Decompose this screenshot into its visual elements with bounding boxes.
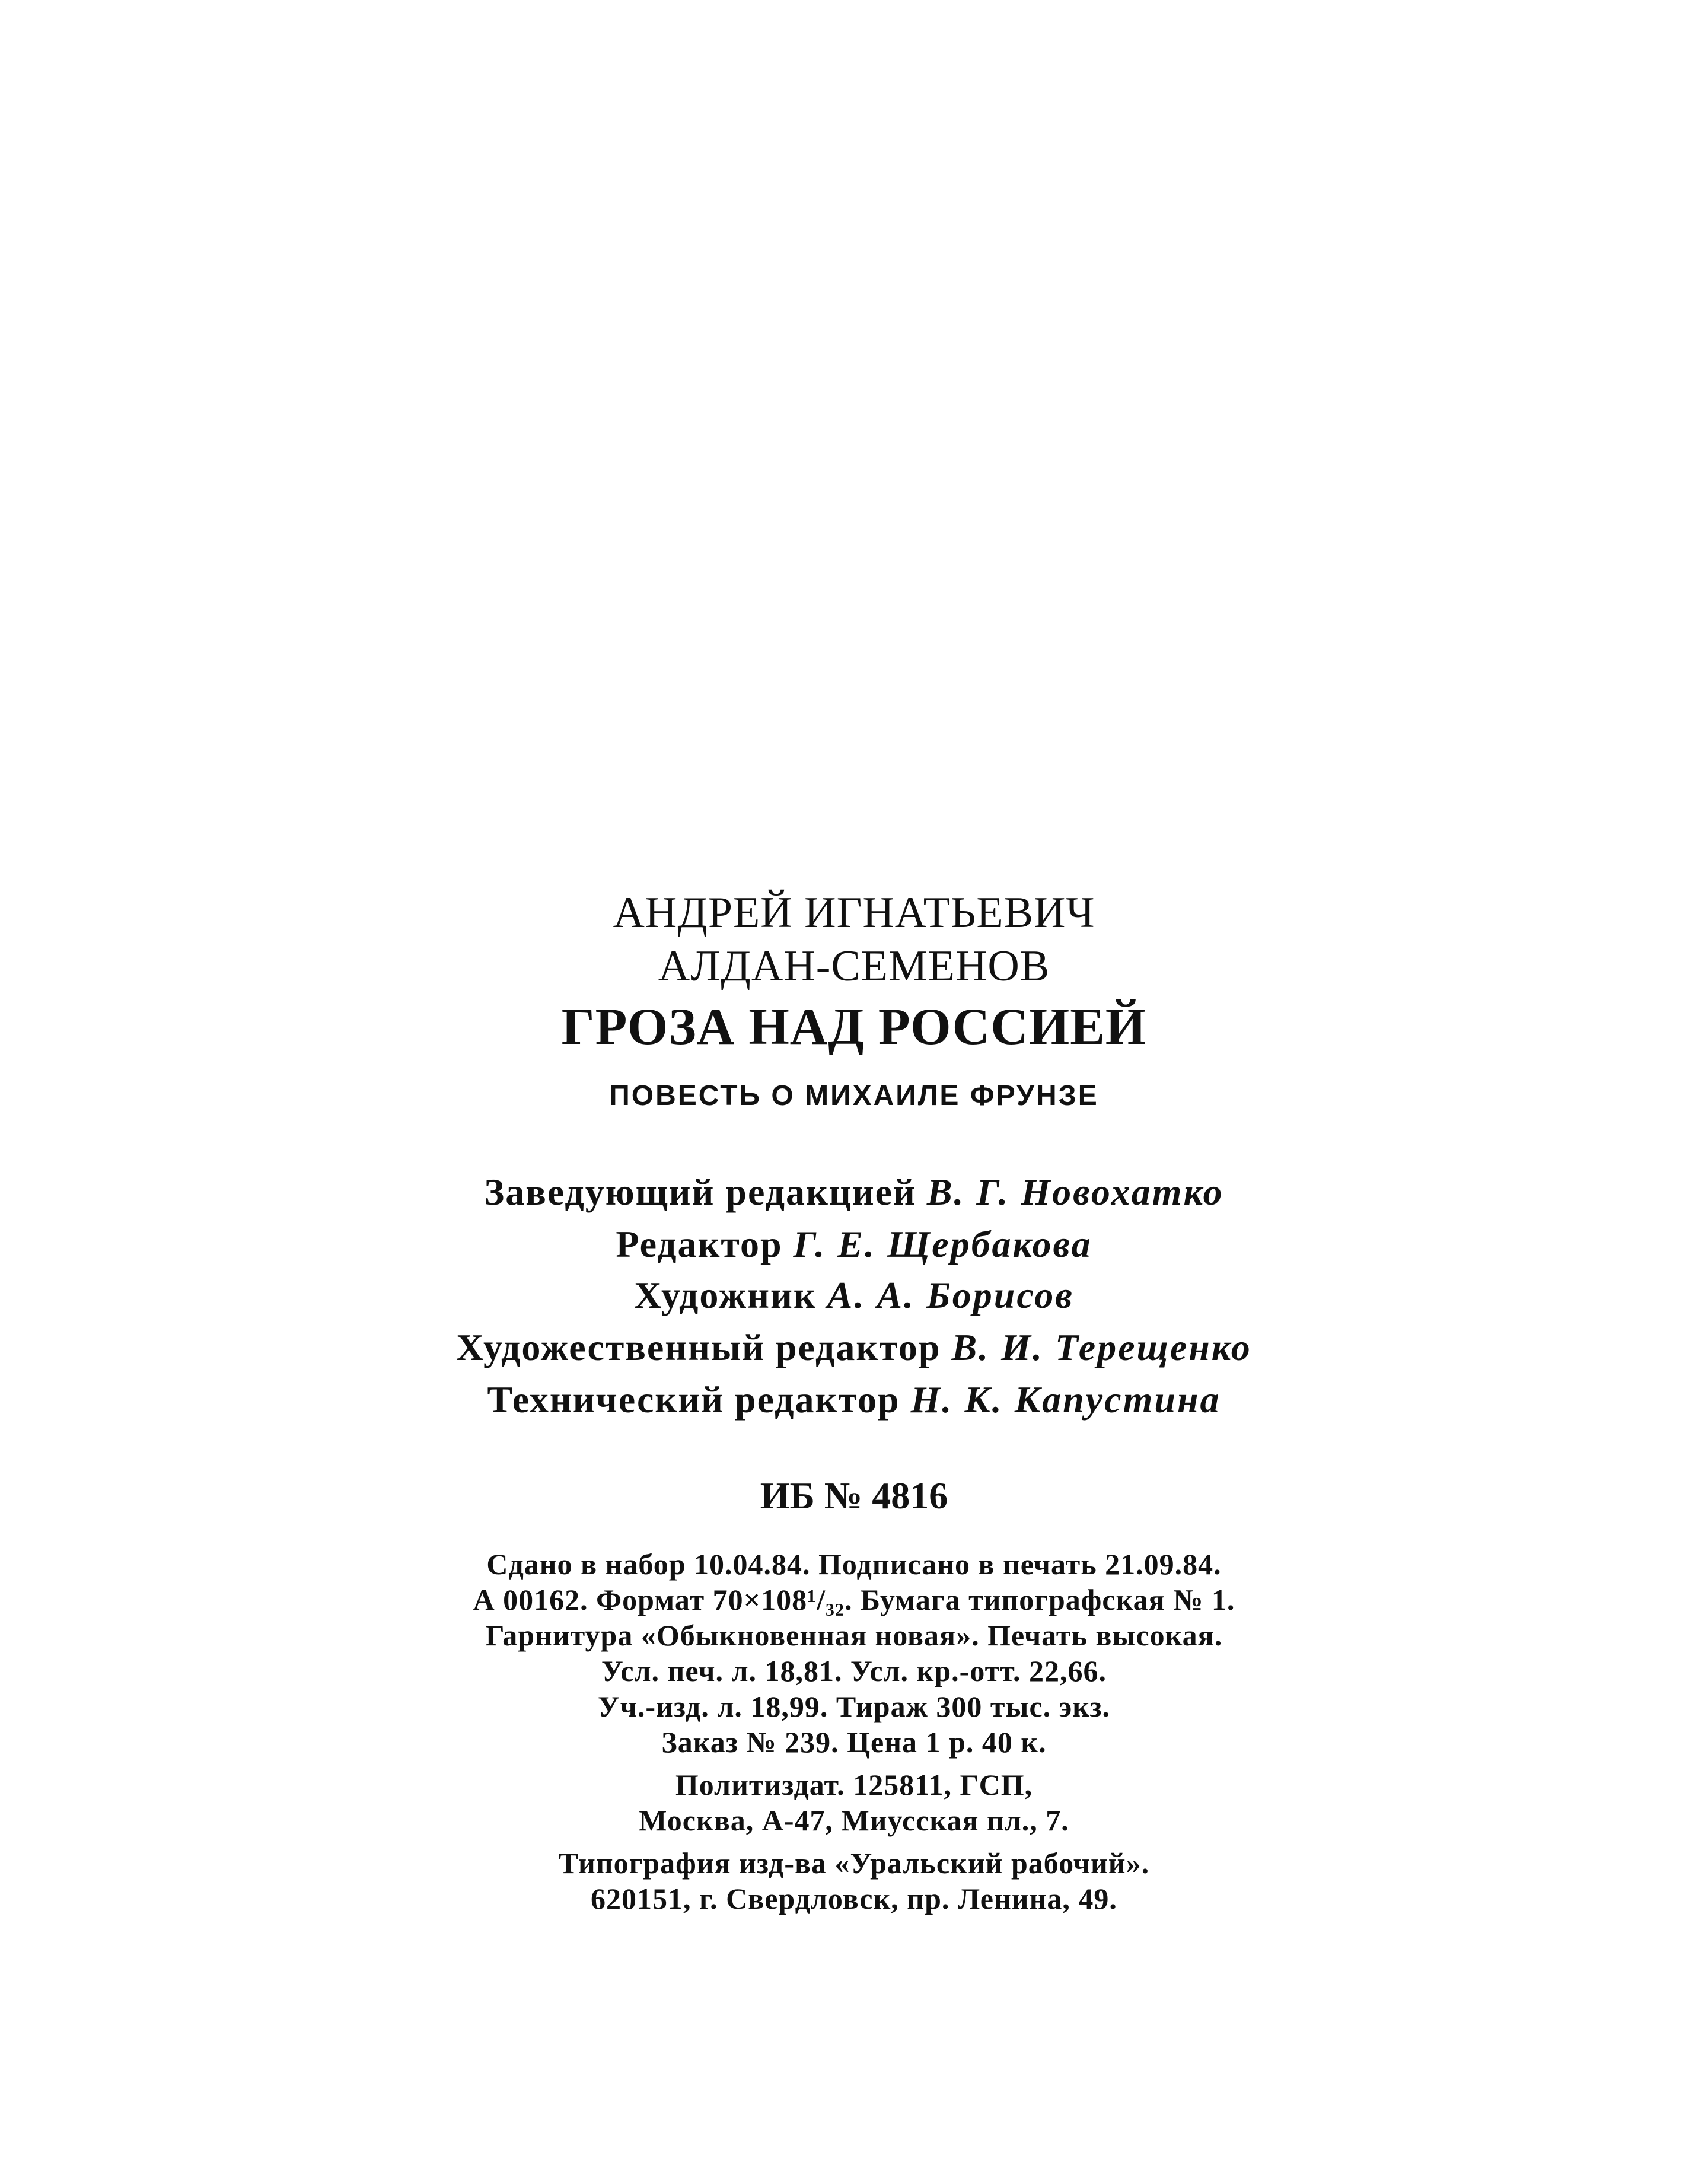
credit-role: Технический редактор — [487, 1378, 900, 1421]
credit-role: Редактор — [616, 1223, 783, 1265]
imprint-line: А 00162. Формат 70×108¹/₃₂. Бумага типографская № 1. — [473, 1583, 1235, 1616]
author-surname: АЛДАН-СЕМЕНОВ — [658, 942, 1050, 991]
credit-name: В. Г. Новохатко — [926, 1171, 1224, 1213]
author-name: АНДРЕЙ ИГНАТЬЕВИЧ — [613, 889, 1095, 937]
credit-line — [0, 1276, 1708, 1314]
credit-name: В. И. Терещенко — [951, 1326, 1252, 1368]
credit-line — [0, 1173, 1708, 1211]
imprint-line: 620151, г. Свердловск, пр. Ленина, 49. — [591, 1882, 1117, 1915]
imprint-line: Типография изд-ва «Уральский рабочий». — [558, 1846, 1150, 1880]
credit-role: Художник — [634, 1274, 817, 1316]
imprint-line: Уч.-изд. л. 18,99. Тираж 300 тыс. экз. — [597, 1690, 1110, 1723]
ib-number: ИБ № 4816 — [760, 1475, 948, 1517]
imprint-line: Политиздат. 125811, ГСП, — [675, 1768, 1033, 1801]
credit-name: А. А. Борисов — [827, 1274, 1074, 1316]
book-subtitle: ПОВЕСТЬ О МИХАИЛЕ ФРУНЗЕ — [609, 1080, 1099, 1112]
credit-line — [0, 1378, 1708, 1421]
imprint-line: Сдано в набор 10.04.84. Подписано в печать 21.09.84. — [486, 1547, 1222, 1581]
imprint-line: Москва, А-47, Миусская пл., 7. — [639, 1804, 1069, 1837]
credit-role: Художественный редактор — [456, 1326, 941, 1368]
imprint-line: Заказ № 239. Цена 1 р. 40 к. — [661, 1725, 1047, 1759]
credit-role: Заведующий редакцией — [484, 1171, 916, 1213]
credit-line — [0, 1225, 1708, 1263]
book-title: ГРОЗА НАД РОССИЕЙ — [561, 998, 1147, 1056]
credit-name: Н. К. Капустина — [910, 1378, 1221, 1421]
imprint-line: Усл. печ. л. 18,81. Усл. кр.-отт. 22,66. — [601, 1654, 1107, 1687]
credit-line — [0, 1326, 1708, 1368]
imprint-line: Гарнитура «Обыкновенная новая». Печать высокая. — [485, 1619, 1223, 1652]
credit-name: Г. Е. Щербакова — [793, 1223, 1092, 1265]
